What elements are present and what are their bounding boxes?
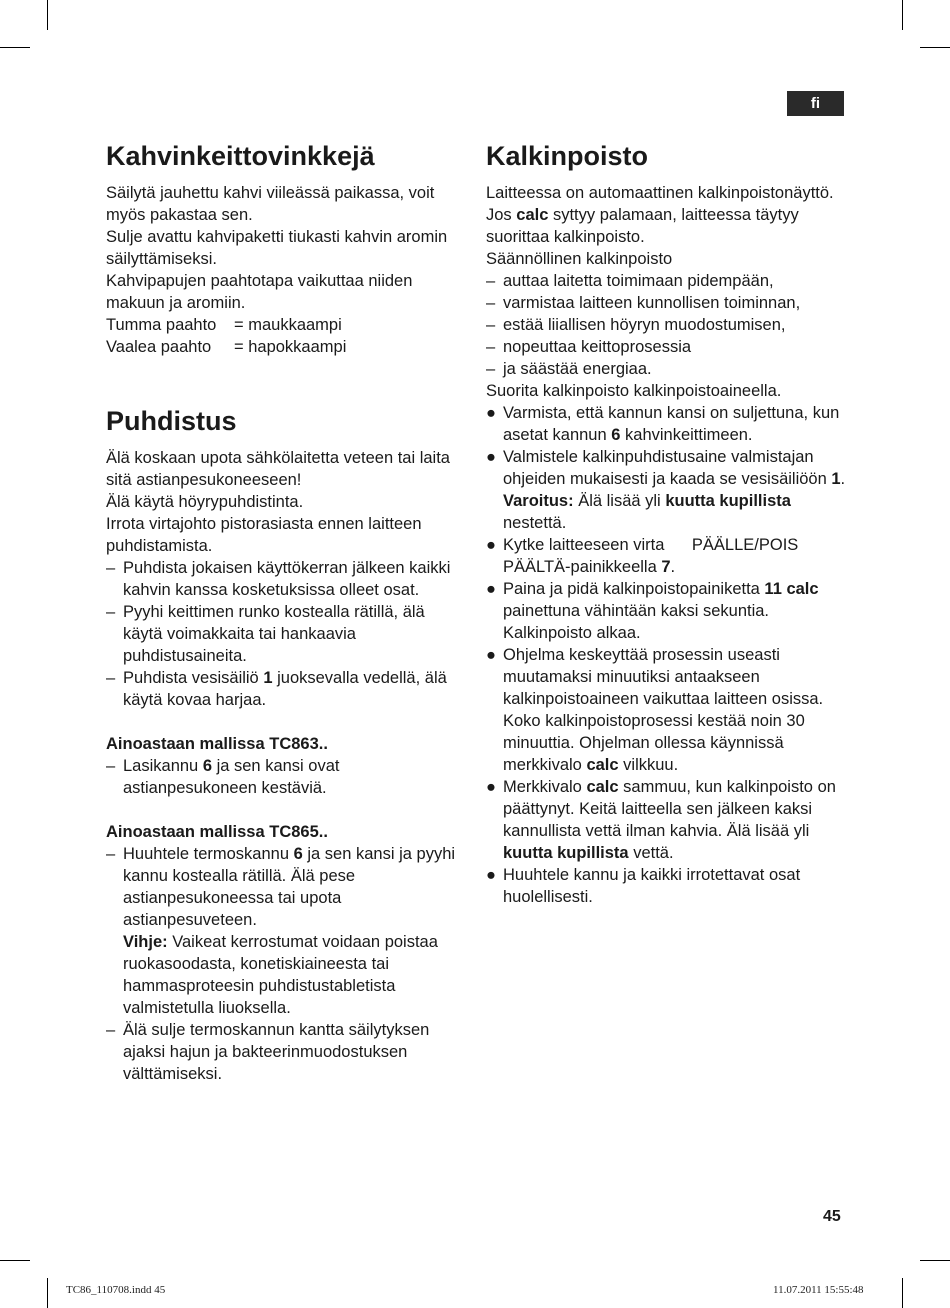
list-item: – varmistaa laitteen kunnollisen toiminnan, — [486, 294, 801, 312]
list-item: – nopeuttaa keittoprosessia — [486, 338, 692, 356]
list-item: – auttaa laitetta toimimaan pidempään, — [486, 272, 774, 290]
cleaning-text — [106, 447, 468, 1085]
list-item: – Huuhtele termoskannu 6 ja sen kansi ja pyyhi kannu kostealla rätillä. Älä pese astianpesukoneessa tai upota astianpesuveteen. Vihje: Vaikeat kerrostumat voidaan poistaa ruokasoodasta, konetiskiaineesta tai hammasproteesin puhdistustabletista valmistetulla liuoksella. — [106, 843, 468, 1019]
tips-text — [106, 182, 468, 358]
model-heading: Ainoastaan mallissa TC865.. — [106, 823, 328, 841]
descaling-intro: Laitteessa on automaattinen kalkinpoistonäyttö. Jos calc syttyy palamaan, laitteessa täytyy suorittaa kalkinpoisto. — [486, 184, 834, 246]
tip-paragraph: Säilytä jauhettu kahvi viileässä paikassa, voit myös pakastaa sen. — [106, 184, 435, 224]
tip-paragraph: Kahvipapujen paahtotapa vaikuttaa niiden makuun ja aromiin. — [106, 272, 413, 312]
bullet-item: ● Merkkivalo calc sammuu, kun kalkinpoisto on päättynyt. Keitä laitteella sen jälkeen kaksi kannullista vettä ilman kahvia. Älä lisää yli kuutta kupillista vettä. — [486, 778, 836, 862]
roast-label: Vaalea paahto — [106, 338, 212, 356]
crop-mark — [902, 1278, 903, 1308]
bullet-item: ● Varmista, että kannun kansi on suljettuna, kun asetat kannun 6 kahvinkeittimeen. — [486, 404, 840, 444]
bullet-item: ● Valmistele kalkinpuhdistusaine valmistajan ohjeiden mukaisesti ja kaada se vesisäiliöön 1. Varoitus: Älä lisää yli kuutta kupillista nestettä. — [486, 446, 848, 534]
crop-mark — [920, 47, 950, 48]
descaling-heading: Kalkinpoisto — [486, 141, 649, 171]
list-item: – Älä sulje termoskannun kantta säilytyksen ajaksi hajun ja bakteerinmuodostuksen välttämiseksi. — [106, 1021, 430, 1083]
roast-value: = maukkaampi — [234, 316, 342, 334]
roast-label: Tumma paahto — [106, 316, 217, 334]
crop-mark — [47, 0, 48, 30]
crop-mark — [902, 0, 903, 30]
list-item: – Lasikannu 6 ja sen kansi ovat astianpesukoneen kestäviä. — [106, 757, 340, 797]
roast-value: = hapokkaampi — [234, 338, 347, 356]
cleaning-paragraph: Älä käytä höyrypuhdistinta. — [106, 493, 304, 511]
descaling-perform: Suorita kalkinpoisto kalkinpoistoaineella. — [486, 382, 782, 400]
roast-row — [106, 336, 468, 358]
model-heading: Ainoastaan mallissa TC863.. — [106, 735, 328, 753]
descaling-regular: Säännöllinen kalkinpoisto — [486, 250, 673, 268]
page-number: 45 — [823, 1208, 841, 1225]
bullet-item: ● Ohjelma keskeyttää prosessin useasti muutamaksi minuutiksi antaakseen kalkinpoistoaineen vaikuttaa laitteen osissa. Koko kalkinpoistoprosessi kestää noin 30 minuuttia. Ohjelman ollessa käynnissä merkkivalo calc vilkkuu. — [486, 646, 824, 774]
crop-mark — [0, 1260, 30, 1261]
list-item: – ja säästää energiaa. — [486, 360, 652, 378]
tips-heading: Kahvinkeittovinkkejä — [106, 141, 375, 171]
crop-mark — [47, 1278, 48, 1308]
hint: Vihje: Vaikeat kerrostumat voidaan poistaa ruokasoodasta, konetiskiaineesta tai hammasproteesin puhdistustabletista valmistetulla liuoksella. — [123, 933, 438, 1017]
list-item: – Puhdista vesisäiliö 1 juoksevalla vedellä, älä käytä kovaa harjaa. — [106, 669, 447, 709]
bullet-item: ● Paina ja pidä kalkinpoistopainiketta 11 calc painettuna vähintään kaksi sekuntia. Kalkinpoisto alkaa. — [486, 580, 819, 642]
warning: Varoitus: Älä lisää yli kuutta kupillista nestettä. — [503, 492, 791, 532]
footer-file: TC86_110708.indd 45 — [66, 1284, 166, 1296]
crop-mark — [0, 47, 30, 48]
footer-date: 11.07.2011 15:55:48 — [773, 1284, 864, 1296]
bullet-item: ● Huuhtele kannu ja kaikki irrotettavat osat huolellisesti. — [486, 866, 801, 906]
bullet-item: ● Kytke laitteeseen virta PÄÄLLE/POIS PÄÄLTÄ-painikkeella 7. — [486, 536, 803, 576]
list-item: – Puhdista jokaisen käyttökerran jälkeen kaikki kahvin kanssa kosketuksissa olleet osat. — [106, 559, 451, 599]
language-tab: fi — [787, 91, 844, 116]
list-item: – estää liiallisen höyryn muodostumisen, — [486, 316, 786, 334]
cleaning-paragraph: Älä koskaan upota sähkölaitetta veteen tai laita sitä astianpesukoneeseen! — [106, 449, 450, 489]
tip-paragraph: Sulje avattu kahvipaketti tiukasti kahvin aromin säilyttämiseksi. — [106, 228, 448, 268]
descaling-text — [486, 182, 848, 908]
crop-mark — [920, 1260, 950, 1261]
list-item: – Pyyhi keittimen runko kostealla rätillä, älä käytä voimakkaita tai hankaavia puhdistusaineita. — [106, 603, 425, 665]
cleaning-paragraph: Irrota virtajohto pistorasiasta ennen laitteen puhdistamista. — [106, 515, 422, 555]
cleaning-heading: Puhdistus — [106, 406, 237, 436]
roast-row — [106, 314, 468, 336]
